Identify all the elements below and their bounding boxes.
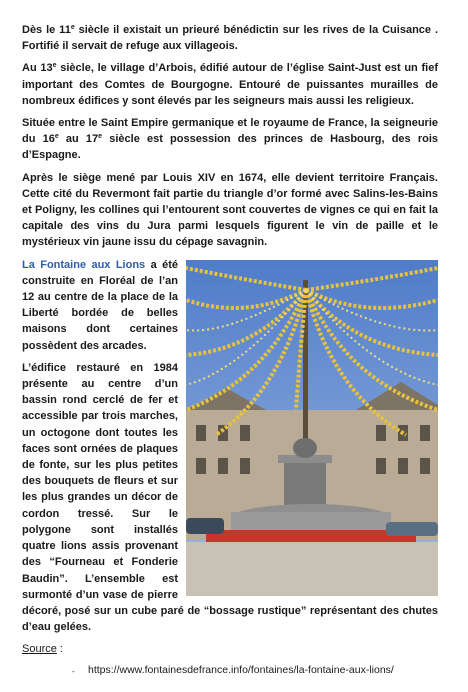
paragraph-louis-xiv: Après le siège mené par Louis XIV en 1674, elle devient territoire Français. Cette cité du Revermont fait partie du triangle d’or formé avec Salins-les-Bains et Poligny, les collines qui l’entourent sont couvertes de vignes ce qui en fait la capitale des vins du Jura parmi lesquels figurent le vin de paille et le mystérieux vin jaune issu du cépage savagnin.: [22, 171, 438, 249]
paragraph-fontaine-description: L’édifice restauré en 1984 présente au centre d’un bassin rond cerclé de fer et accessible par trois marches, un octogone dont toutes les faces sont ornées de plaques de fonte, sur les plus petites des bouquets de fleurs et sur les plus grandes un décor de cordon tressé. Sur le polygone sont installés quatre lions assis provenant des “Fourneau et Fonderie Baudin”. L’ensemble est surmonté d’un vase de pierre décoré, posé sur un cube paré de “bossage rustique” représentant des chutes d’eau gelées.: [22, 361, 438, 634]
source-line: Source :: [22, 643, 63, 656]
bullet-dash: -: [72, 667, 75, 677]
source-label: Source: [22, 643, 57, 656]
paragraph-intro: Dès le 11e siècle il existait un prieuré bénédictin sur les rives de la Cuisance . Fortifié il servait de refuge aux villageois.: [22, 24, 438, 53]
paragraph-fontaine-intro: La Fontaine aux Lions a été construite en Floréal de l’an 12 au centre de la place de la Liberté bordée de belles maisons dont certaines possèdent des arcades.: [22, 258, 178, 352]
source-url-link[interactable]: https://www.fontainesdefrance.info/fontaines/la-fontaine-aux-lions/: [88, 664, 394, 677]
paragraph-seigneurie: Située entre le Saint Empire germanique et le royaume de France, la seigneurie du 16e au 17e siècle est possession des princes de Hasbourg, des rois d’Espagne.: [22, 117, 438, 162]
fountain-photo: [186, 260, 438, 596]
source-url-item: [22, 663, 438, 677]
fountain-photo-image: [186, 260, 438, 596]
document-page: [22, 22, 438, 677]
paragraph-13th-century: Au 13e siècle, le village d’Arbois, édifié autour de l’église Saint-Just est un fief important des Comtes de Bourgogne. Entouré de puissantes murailles de nombreux édifices y sont élevés par les seigneurs mais aussi les religieux.: [22, 62, 438, 107]
fontaine-title-link[interactable]: La Fontaine aux Lions: [22, 258, 146, 271]
